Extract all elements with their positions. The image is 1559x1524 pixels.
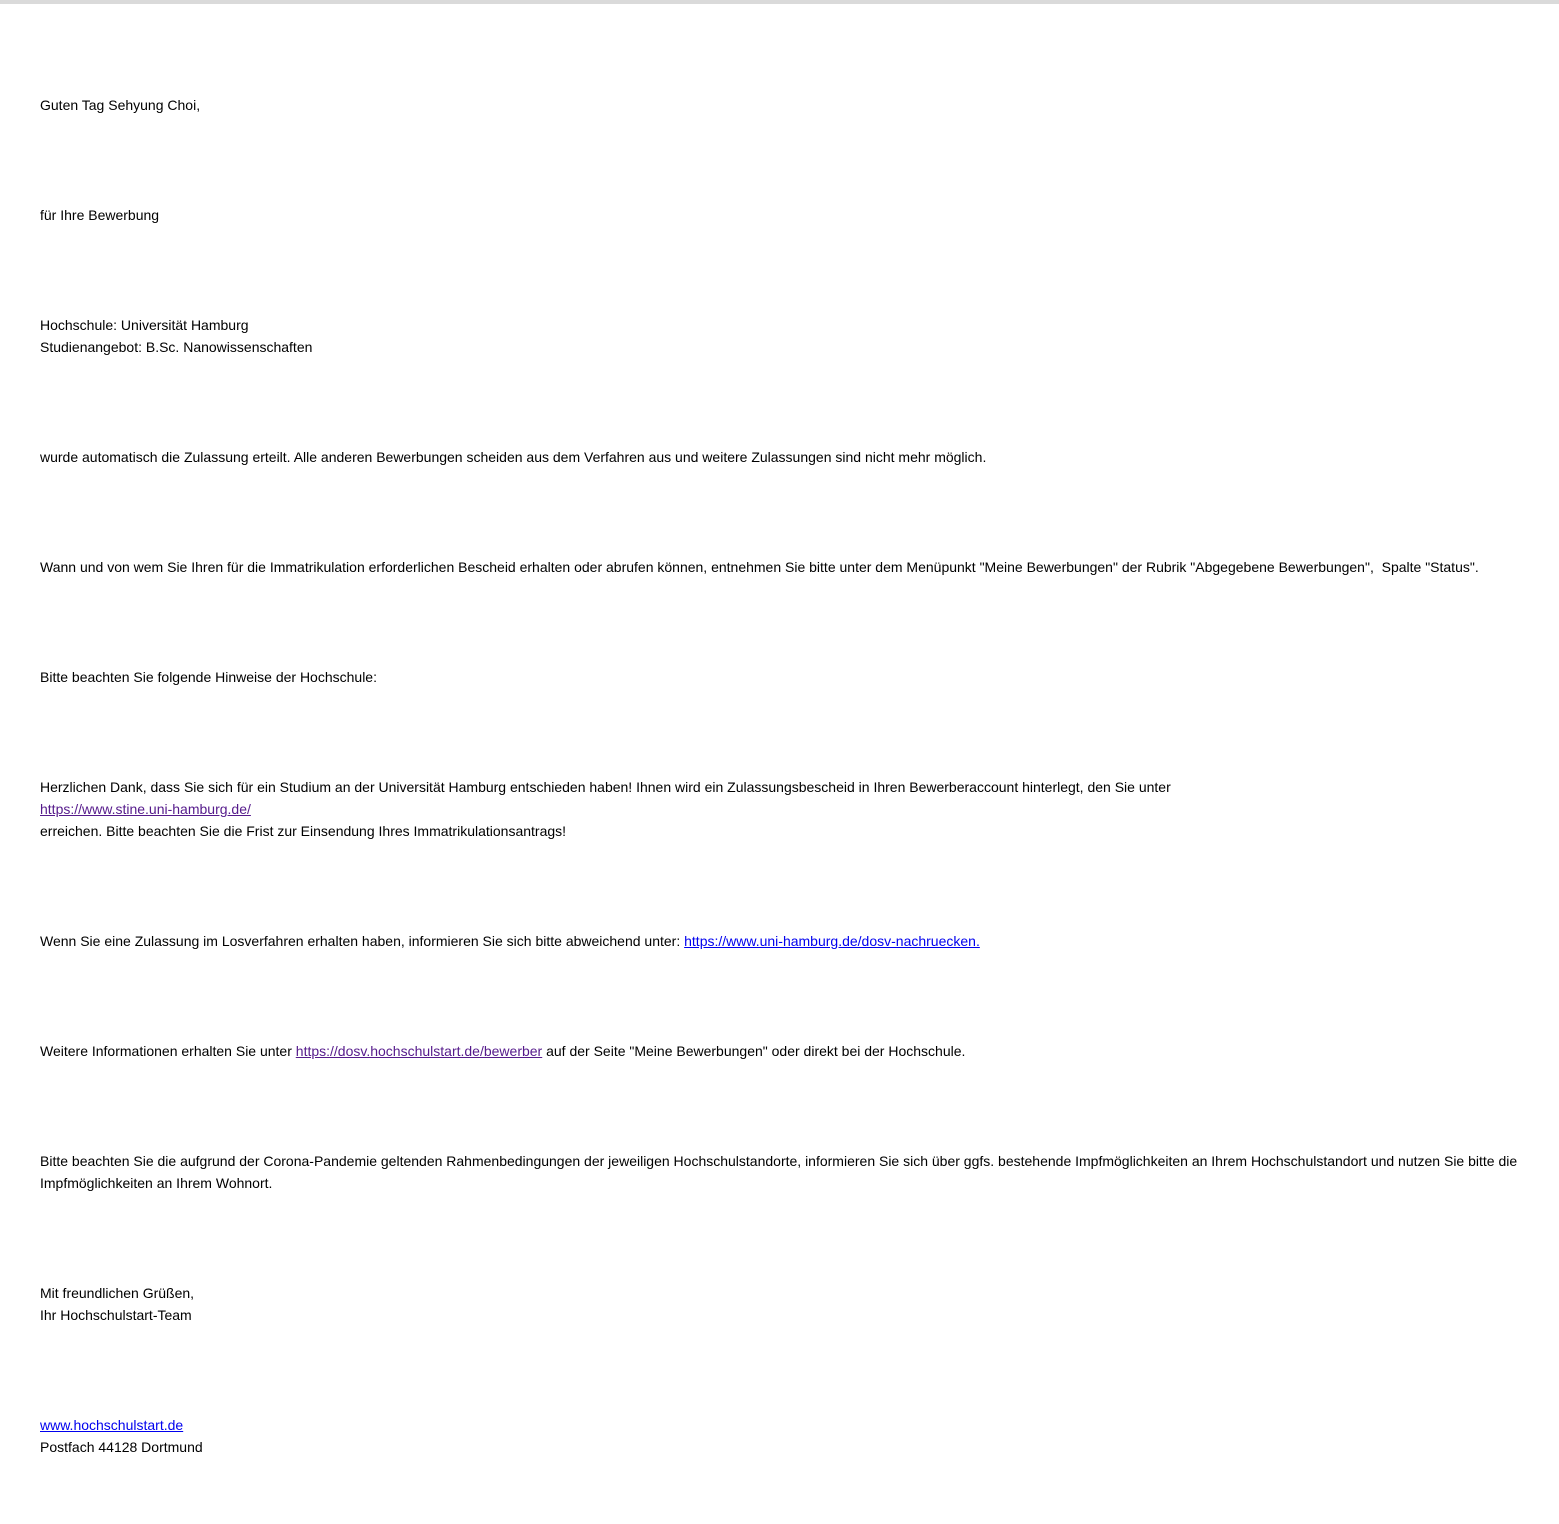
greeting-line: Guten Tag Sehyung Choi,: [40, 97, 201, 113]
hochschule-line: Hochschule: Universität Hamburg: [40, 317, 249, 333]
hochschulstart-website-link[interactable]: www.hochschulstart.de: [40, 1417, 184, 1433]
status-info: Wann und von wem Sie Ihren für die Immatrikulation erforderlichen Bescheid erhalten oder abrufen können, entnehmen Sie bitte unter dem Menüpunkt "Meine Bewerbungen" der Rubrik "Abgegebene Bewerbungen", Spalte "Status".: [40, 559, 1479, 575]
closing-line-1: Mit freundlichen Grüßen,: [40, 1285, 195, 1301]
lottery-note-text: Wenn Sie eine Zulassung im Losverfahren erhalten haben, informieren Sie sich bitte abweichend unter:: [40, 933, 685, 949]
email-message-body: [0, 4, 1559, 1524]
more-info: [40, 1040, 1525, 1062]
hints-header: Bitte beachten Sie folgende Hinweise der Hochschule:: [40, 669, 377, 685]
more-info-text-before: Weitere Informationen erhalten Sie unter: [40, 1043, 296, 1059]
footer-address-line: Postfach 44128 Dortmund: [40, 1439, 203, 1455]
university-note-text-2: erreichen. Bitte beachten Sie die Frist zur Einsendung Ihres Immatrikulationsantrags!: [40, 823, 567, 839]
dosv-hochschulstart-bewerber-link[interactable]: https://dosv.hochschulstart.de/bewerber: [295, 1043, 543, 1059]
stine-uni-hamburg-link[interactable]: https://www.stine.uni-hamburg.de/: [40, 801, 251, 817]
closing-line-2: Ihr Hochschulstart-Team: [40, 1307, 192, 1323]
university-note-text-1: Herzlichen Dank, dass Sie sich für ein Studium an der Universität Hamburg entschieden haben! Ihnen wird ein Zulassungsbescheid in Ihren Bewerberaccount hinterlegt, den Sie unter: [40, 779, 1171, 795]
signature-footer: [40, 1414, 1525, 1458]
more-info-text-after: auf der Seite "Meine Bewerbungen" oder direkt bei der Hochschule.: [542, 1043, 966, 1059]
admission-notice: wurde automatisch die Zulassung erteilt. Alle anderen Bewerbungen scheiden aus dem Verfahren aus und weitere Zulassungen sind nicht mehr möglich.: [40, 449, 987, 465]
university-note: [40, 776, 1525, 842]
application-details: [40, 314, 1525, 358]
lottery-note: [40, 930, 1525, 952]
closing: [40, 1282, 1525, 1326]
corona-note: Bitte beachten Sie die aufgrund der Corona-Pandemie geltenden Rahmenbedingungen der jeweiligen Hochschulstandorte, informieren Sie sich über ggfs. bestehende Impfmöglichkeiten an Ihrem Hochschulstandort und nutzen Sie bitte die Impfmöglichkeiten an Ihrem Wohnort.: [40, 1153, 1522, 1191]
dosv-nachruecken-link[interactable]: https://www.uni-hamburg.de/dosv-nachruecken.: [684, 933, 980, 949]
studienangebot-line: Studienangebot: B.Sc. Nanowissenschaften: [40, 339, 313, 355]
intro-line: für Ihre Bewerbung: [40, 207, 160, 223]
